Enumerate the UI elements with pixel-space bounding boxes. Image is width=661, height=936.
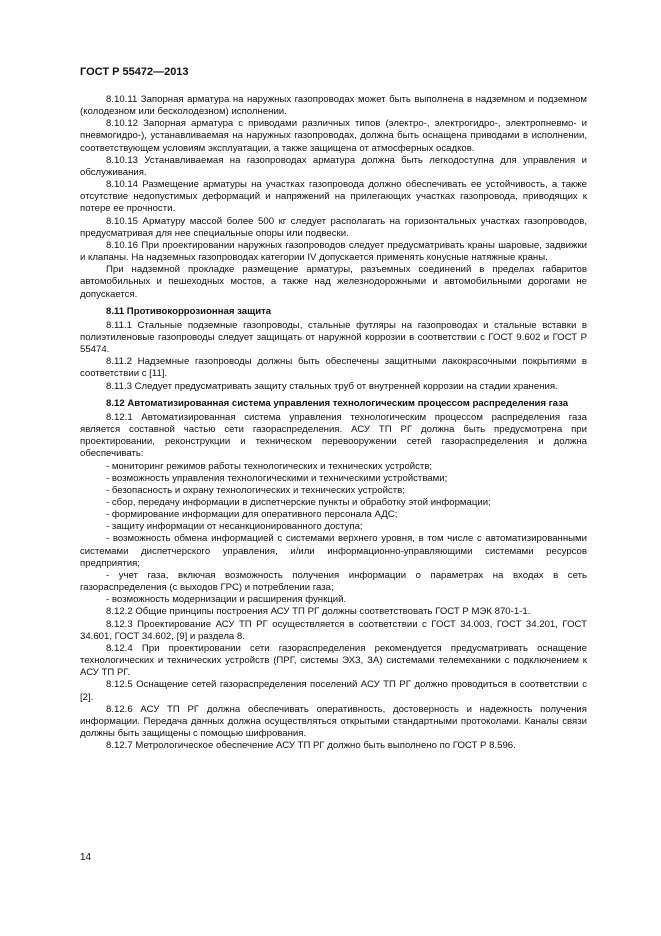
paragraph: При надземной прокладке размещение арматуры, разъемных соединений в пределах габаритов автомобильных и пешеходных мостов, а также над железнодорожными и автомобильными дорогами не допускается. bbox=[80, 264, 587, 300]
document-body bbox=[80, 94, 587, 752]
list-item: - сбор, передачу информации в диспетчерские пункты и обработку этой информации; bbox=[106, 497, 491, 508]
paragraph: 8.11.1 Стальные подземные газопроводы, стальные футляры на газопроводах и стальные вставки в полиэтиленовые газопроводы следует защищать от наружной коррозии в соответствии с ГОСТ 9.602 и ГОСТ Р 55474. bbox=[80, 319, 587, 356]
paragraph: 8.11.3 Следует предусматривать защиту стальных труб от внутренней коррозии на стадии хранения. bbox=[106, 380, 558, 392]
list-item: - возможность модернизации и расширения функций. bbox=[106, 594, 347, 606]
list-item: - защиту информации от несанкционированного доступа; bbox=[106, 521, 363, 533]
list-item: - мониторинг режимов работы технологических и технических устройств; bbox=[106, 460, 433, 472]
paragraph: 8.11.2 Надземные газопроводы должны быть обеспечены защитными лакокрасочными покрытиями в соответствии с [11]. bbox=[80, 356, 587, 380]
paragraph: 8.12.4 При проектировании сети газораспределения рекомендуется предусматривать оснащение технологических и технических устройств (ПРГ, системы ЭХЗ, ЗА) системами телемеханики с подключением к АСУ ТП РГ. bbox=[80, 642, 587, 679]
list-item: - возможность управления технологическими и техническими устройствами; bbox=[106, 472, 448, 484]
paragraph: 8.12.6 АСУ ТП РГ должна обеспечивать оперативность, достоверность и надежность получения информации. Передача данных должна осуществляться открытыми стандартными протоколами. Каналы связи должны быть защищены с помощью шифрования. bbox=[80, 703, 587, 739]
list-item: - учет газа, включая возможность получения информации о параметрах на входах в сеть газораспределения (с выходов ГРС) и потреблении газа; bbox=[80, 569, 587, 594]
paragraph: 8.10.12 Запорная арматура с приводами различных типов (электро-, электрогидро-, электропневмо- и пневмогидро-), устанавливаемая на наружных газопроводах, должна быть оснащена приводами в исполнении, соответствующем условиям эксплуатации, а также защищена от атмосферных осадков. bbox=[80, 118, 587, 154]
paragraph: 8.12.5 Оснащение сетей газораспределения поселений АСУ ТП РГ должно проводиться в соответствии с [2]. bbox=[80, 679, 587, 703]
paragraph: 8.12.1 Автоматизированная система управления технологическим процессом распределения газа является составной частью сети газораспределения. АСУ ТП РГ должна быть предусмотрена при проектировании, реконструкции и техническом перевооружении сетей газораспределения и должна обеспечивать: bbox=[80, 411, 587, 460]
paragraph: 8.10.14 Размещение арматуры на участках газопровода должно обеспечивать ее устойчивость, а также отсутствие недопустимых деформаций и напряжений на прилегающих участках газопровода, приводящих к потере ее прочности. bbox=[80, 179, 587, 215]
list-item: - безопасность и охрану технологических и технических устройств; bbox=[106, 484, 405, 496]
paragraph: 8.10.15 Арматуру массой более 500 кг следует располагать на горизонтальных участках газопроводов, предусматривая для нее специальные опоры или подвески. bbox=[80, 215, 587, 239]
paragraph: 8.10.11 Запорная арматура на наружных газопроводах может быть выполнена в надземном и подземном (колодезном или бесколодезном) исполнении. bbox=[80, 94, 587, 118]
paragraph: 8.12.2 Общие принципы построения АСУ ТП РГ должны соответствовать ГОСТ Р МЭК 870-1-1. bbox=[106, 606, 531, 618]
paragraph: 8.12.3 Проектирование АСУ ТП РГ осуществляется в соответствии с ГОСТ 34.003, ГОСТ 34.201, ГОСТ 34.601, ГОСТ 34.602, [9] и раздела 8. bbox=[80, 618, 587, 642]
list-item: - формирование информации для оперативного персонала АДС; bbox=[106, 509, 398, 521]
list-item: - возможность обмена информацией с системами верхнего уровня, в том числе с автоматизированными системами диспетчерского управления, и/или информационно-управляющими системами ресурсов предприятия; bbox=[80, 533, 587, 569]
page-number: 14 bbox=[80, 852, 92, 863]
section-heading: 8.11 Противокоррозионная защита bbox=[106, 305, 272, 317]
paragraph: 8.10.16 При проектировании наружных газопроводов следует предусматривать краны шаровые, задвижки и клапаны. На надземных газопроводах категории IV допускается применять конусные натяжные краны. bbox=[80, 239, 587, 264]
document-header: ГОСТ Р 55472—2013 bbox=[80, 66, 189, 78]
section-heading: 8.12 Автоматизированная система управления технологическим процессом распределения газа bbox=[106, 397, 569, 409]
paragraph: 8.10.13 Устанавливаемая на газопроводах арматура должна быть легкодоступна для управления и обслуживания. bbox=[80, 154, 587, 178]
paragraph: 8.12.7 Метрологическое обеспечение АСУ ТП РГ должно быть выполнено по ГОСТ Р 8.596. bbox=[106, 740, 516, 752]
